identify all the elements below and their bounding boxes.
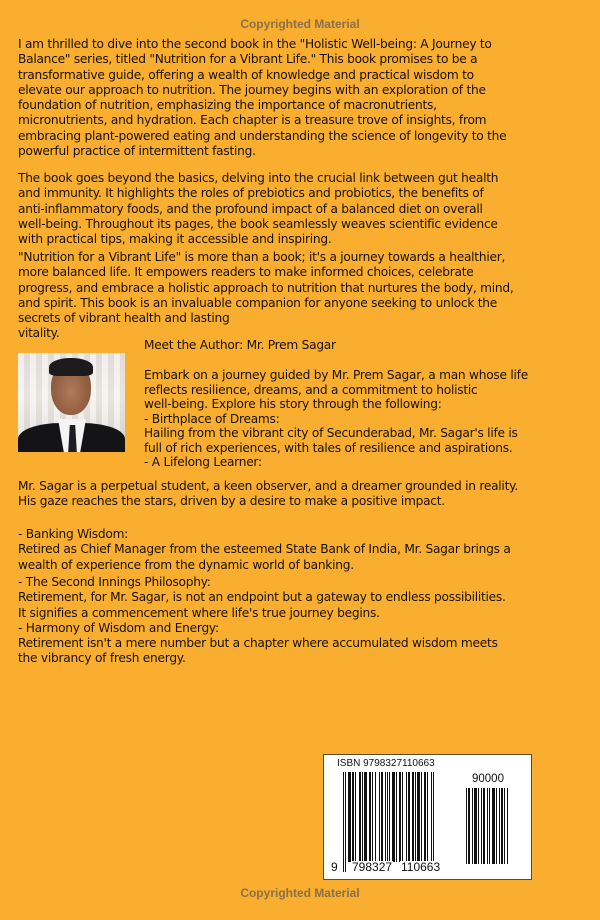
barcode-bar (362, 772, 363, 862)
barcode-bar (379, 772, 380, 862)
barcode-bar (468, 788, 470, 864)
barcode-bar (402, 772, 403, 862)
author-intro: Embark on a journey guided by Mr. Prem Sagar, a man whose life reflects resilience, dreams, and a commitment to holistic well-being. Explore his story through the following: - Birthplace of Dreams: Hailing from the vibrant city of Secunderabad, Mr. Sagar's life is full of rich experiences, with tales of resilience and aspirations. - A Lifelong Learner: (144, 368, 528, 469)
photo-hair (49, 358, 93, 376)
isbn-label: ISBN 9798327110663 (337, 758, 435, 769)
more-than-book-paragraph: "Nutrition for a Vibrant Life" is more than a book; it's a journey towards a healthier, more balanced life. It empowers readers to make informed choices, celebrate progress, and embrace a holistic approach to nutrition that nurtures the body, mind, and spirit. This book is an invaluable companion for anyone seeking to unlock the secrets of vibrant health and lasting vitality. (18, 250, 514, 341)
barcode-bar (499, 788, 500, 864)
barcode-bar (496, 788, 497, 864)
barcode-bar (412, 772, 414, 862)
barcode-bar (352, 772, 354, 862)
barcode-bar (504, 788, 505, 864)
barcode-bar (431, 772, 432, 862)
barcode-digit-first: 9 (331, 860, 338, 874)
barcode-bar (389, 772, 390, 872)
barcode-bar (348, 772, 351, 862)
author-banking-paragraph: - Banking Wisdom: Retired as Chief Manager from the esteemed State Bank of India, Mr. Sagar brings a wealth of experience from the dynamic world of banking. (18, 527, 511, 572)
barcode-bar (375, 772, 376, 862)
barcode-bar (372, 772, 373, 862)
barcode-bar (408, 772, 410, 862)
barcode-bar (487, 788, 488, 864)
barcode-bars-addon (466, 788, 520, 864)
barcode-bar (399, 772, 401, 862)
barcode-bar (507, 788, 508, 864)
barcode-bar (385, 772, 386, 862)
barcode-bar (421, 772, 422, 862)
gut-health-paragraph: The book goes beyond the basics, delving into the crucial link between gut health and immunity. It highlights the roles of prebiotics and probiotics, the benefits of anti-inflammatory foods, and the profound impact of a balanced diet on overall well-being. Throughout its pages, the book seamlessly weaves scientific evidence with practical tips, making it accessible and inspiring. (18, 171, 499, 247)
barcode-bar (415, 772, 416, 862)
barcode-bar (381, 772, 383, 862)
barcode-bar (466, 788, 467, 864)
barcode-bar (489, 788, 490, 864)
barcode-bar (343, 772, 344, 872)
barcode-bar (501, 788, 503, 864)
barcode-bar (483, 788, 485, 864)
copyright-watermark-top: Copyrighted Material (240, 17, 360, 31)
barcode-bar (417, 772, 420, 862)
barcode-bar (387, 772, 388, 872)
barcode-digits-left: 798327 (352, 860, 393, 874)
barcode-bar (355, 772, 356, 862)
barcode-bar (396, 772, 397, 862)
barcode-bar (392, 772, 395, 862)
barcode-bar (472, 788, 473, 864)
barcode-bar (359, 772, 361, 862)
author-photo (18, 353, 125, 452)
barcode-bar (492, 788, 495, 864)
barcode-bar (424, 772, 426, 862)
copyright-watermark-bottom: Copyrighted Material (240, 886, 360, 900)
barcode-bar (427, 772, 428, 862)
barcode-bar (345, 772, 346, 872)
author-learner-paragraph: Mr. Sagar is a perpetual student, a keen observer, and a dreamer grounded in reality. His gaze reaches the stars, driven by a desire to make a positive impact. (18, 479, 518, 509)
barcode-bar (369, 772, 371, 862)
barcode-bar (364, 772, 367, 862)
barcode-bar (474, 788, 477, 864)
barcode-digits-right: 110663 (401, 860, 441, 874)
intro-paragraph: I am thrilled to dive into the second book in the "Holistic Well-being: A Journey to Balance" series, titled "Nutrition for a Vibrant Life." This book promises to be a transformative guide, offering a wealth of knowledge and practical wisdom to elevate our approach to nutrition. The journey begins with an exploration of the foundation of nutrition, emphasizing the importance of macronutrients, micronutrients, and hydration. Each chapter is a treasure trove of insights, from embracing plant-powered eating and understanding the science of longevity to the powerful practice of intermittent fasting. (18, 37, 507, 159)
barcode-bar (481, 788, 482, 864)
author-second-innings-paragraph: - The Second Innings Philosophy: Retirement, for Mr. Sagar, is not an endpoint but a gateway to endless possibilities. It signifies a commencement where life's true journey begins. - Harmony of Wisdom and Energy: Retirement isn't a mere number but a chapter where accumulated wisdom meets the vibrancy of fresh energy. (18, 575, 506, 666)
author-heading: Meet the Author: Mr. Prem Sagar (144, 338, 336, 352)
barcode-bar (433, 772, 434, 872)
barcode-bar (478, 788, 479, 864)
barcode-bar (406, 772, 407, 862)
barcode-bars-main (343, 772, 455, 872)
price-code: 90000 (472, 773, 504, 785)
isbn-barcode (323, 754, 532, 880)
